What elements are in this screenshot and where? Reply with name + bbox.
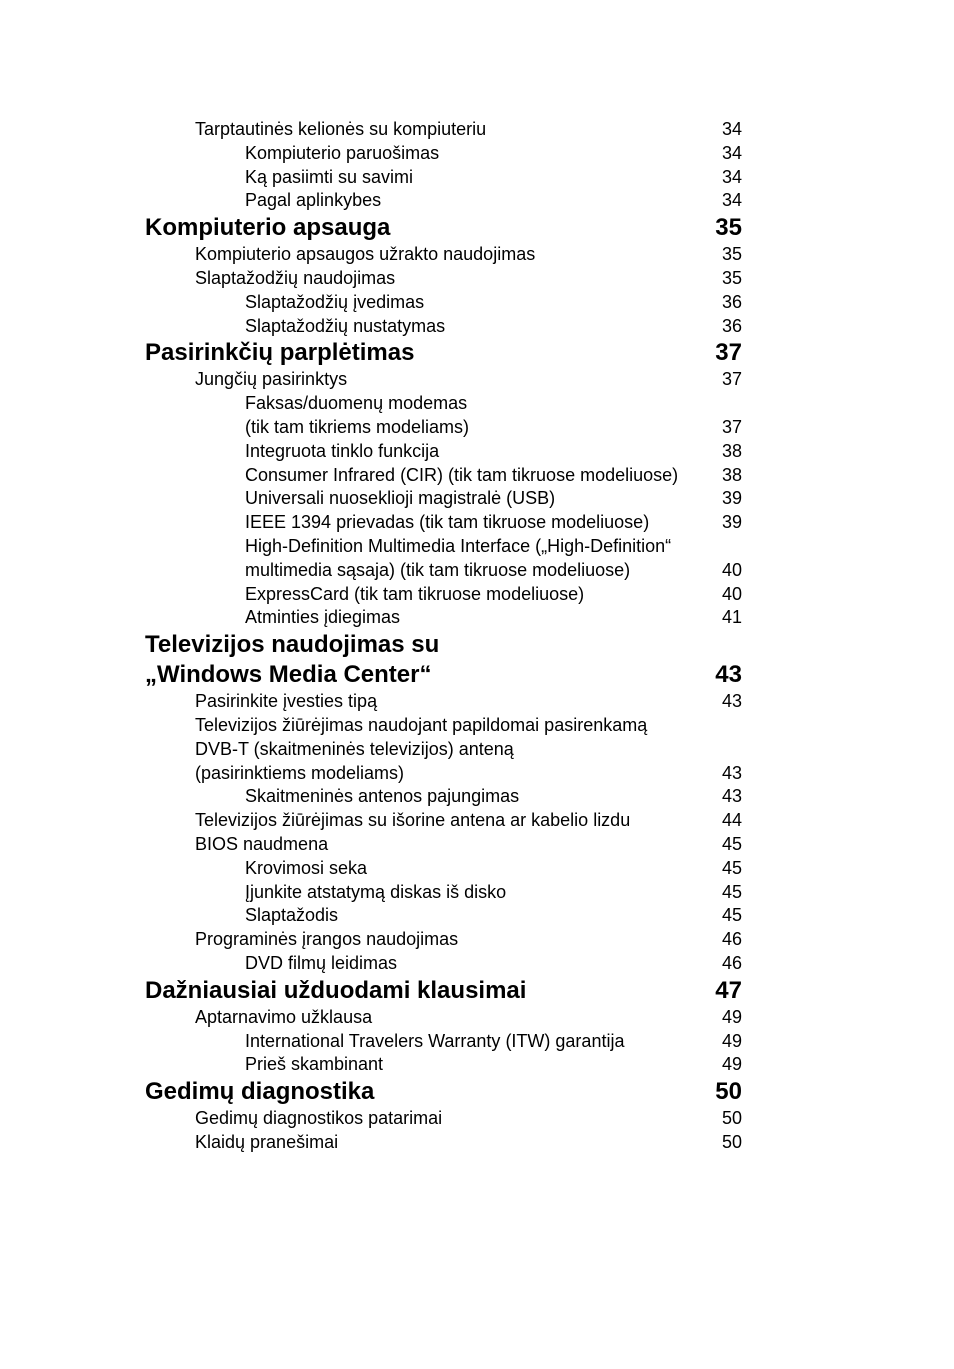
toc-section-entry [145,368,742,392]
toc-entry-page-number: 34 [721,142,742,163]
toc-entry-title: Faksas/duomenų modemas [245,393,468,414]
toc-entry-title: Gedimų diagnostika [145,1078,375,1106]
toc-entry-page-number: 36 [721,315,742,336]
toc-entry-title: Slaptažodžių nustatymas [245,315,446,336]
toc-entry-page-number: 50 [715,1078,742,1106]
toc-section-entry [145,762,742,786]
toc-subsection-entry [145,315,742,339]
toc-entry-title: Krovimosi seka [245,857,368,878]
toc-entry-title: Tarptautinės kelionės su kompiuteriu [195,119,487,139]
toc-chapter-entry [145,976,742,1006]
toc-subsection-entry [145,440,742,464]
toc-entry-title: (tik tam tikriems modeliams) [245,416,470,437]
toc-entry-title: BIOS naudmena [195,833,329,854]
toc-entry-page-number: 45 [721,833,742,854]
toc-subsection-entry [145,606,742,630]
toc-entry-page-number: 37 [715,339,742,367]
toc-entry-title: Klaidų pranešimai [195,1131,339,1152]
toc-entry-page-number: 49 [721,1030,742,1051]
toc-section-entry [145,243,742,267]
toc-entry-page-number: 36 [721,291,742,312]
toc-entry-title: International Travelers Warranty (ITW) garantija [245,1030,625,1051]
toc-entry-page-number: 35 [721,267,742,288]
toc-section-entry [145,714,742,738]
toc-entry-page-number: 45 [721,881,742,902]
toc-subsection-entry [145,1053,742,1077]
toc-section-entry [145,118,742,142]
toc-entry-title: Prieš skambinant [245,1054,384,1075]
toc-subsection-entry [145,952,742,976]
toc-subsection-entry [145,535,742,559]
toc-subsection-entry [145,291,742,315]
toc-subsection-entry [145,511,742,535]
toc-entry-page-number: 45 [721,857,742,878]
toc-section-entry [145,738,742,762]
toc-entry-title: Slaptažodis [245,905,339,926]
toc-entry-title: Slaptažodžių įvedimas [245,291,425,312]
toc-entry-title: Slaptažodžių naudojimas [195,267,396,288]
toc-entry-page-number: 34 [721,166,742,187]
toc-subsection-entry [145,857,742,881]
toc-entry-title: Kompiuterio apsaugos užrakto naudojimas [195,244,536,265]
toc-subsection-entry [145,785,742,809]
toc-entry-title: Consumer Infrared (CIR) (tik tam tikruose modeliuose) [245,464,679,485]
toc-chapter-entry [145,1077,742,1107]
toc-subsection-entry [145,904,742,928]
toc-entry-title: Universali nuoseklioji magistralė (USB) [245,488,556,509]
toc-entry-page-number: 35 [721,244,742,265]
toc-entry-title: Televizijos naudojimas su [145,631,440,659]
toc-entry-page-number: 37 [721,416,742,437]
toc-entry-page-number: 40 [721,559,742,580]
toc-subsection-entry [145,487,742,511]
toc-section-entry [145,928,742,952]
toc-entry-page-number: 40 [721,583,742,604]
toc-section-entry [145,1107,742,1131]
toc-subsection-entry [145,583,742,607]
toc-section-entry [145,809,742,833]
toc-subsection-entry [145,166,742,190]
toc-entry-page-number: 39 [721,512,742,533]
toc-entry-page-number: 43 [721,762,742,783]
toc-entry-title: Pasirinkčių parplėtimas [145,339,415,367]
toc-chapter-entry [145,338,742,368]
toc-entry-title: Ką pasiimti su savimi [245,166,414,187]
toc-entry-page-number: 49 [721,1006,742,1027]
toc-chapter-entry [145,213,742,243]
toc-entry-page-number: 41 [721,607,742,628]
toc-entry-title: Televizijos žiūrėjimas naudojant papildomai pasirenkamą [195,714,648,735]
toc-entry-page-number: 35 [715,214,742,242]
toc-entry-title: Televizijos žiūrėjimas su išorine antena ar kabelio lizdu [195,810,631,831]
toc-entry-title: DVD filmų leidimas [245,952,398,973]
toc-entry-title: Pagal aplinkybes [245,190,382,211]
toc-entry-title: IEEE 1394 prievadas (tik tam tikruose modeliuose) [245,512,650,533]
toc-entry-title: multimedia sąsaja) (tik tam tikruose modeliuose) [245,559,631,580]
toc-section-entry [145,833,742,857]
toc-entry-title: Skaitmeninės antenos pajungimas [245,786,520,807]
toc-entry-page-number: 34 [721,119,742,139]
toc-entry-page-number: 43 [721,691,742,712]
toc-entry-page-number: 47 [715,976,742,1004]
table-of-contents [145,118,742,1155]
toc-entry-title: Jungčių pasirinktys [195,369,348,390]
toc-entry-page-number: 46 [721,952,742,973]
toc-section-entry [145,1131,742,1155]
toc-section-entry [145,690,742,714]
toc-subsection-entry [145,464,742,488]
toc-section-entry [145,1006,742,1030]
toc-entry-page-number: 37 [721,369,742,390]
toc-entry-page-number: 46 [721,929,742,950]
toc-chapter-entry [145,630,742,660]
toc-entry-title: Kompiuterio apsauga [145,214,391,242]
toc-subsection-entry [145,189,742,213]
toc-entry-title: (pasirinktiems modeliams) [195,762,405,783]
toc-entry-title: Kompiuterio paruošimas [245,142,440,163]
toc-subsection-entry [145,142,742,166]
toc-subsection-entry [145,392,742,416]
toc-entry-page-number: 45 [721,905,742,926]
toc-chapter-entry [145,660,742,690]
toc-entry-title: Aptarnavimo užklausa [195,1006,373,1027]
toc-entry-page-number: 38 [721,440,742,461]
toc-entry-title: High-Definition Multimedia Interface („High-Definition“ [245,535,672,556]
toc-entry-page-number: 43 [721,786,742,807]
toc-entry-page-number: 44 [721,810,742,831]
toc-entry-title: DVB-T (skaitmeninės televizijos) anteną [195,738,514,759]
toc-entry-page-number: 50 [721,1131,742,1152]
toc-subsection-entry [145,416,742,440]
toc-entry-page-number: 49 [721,1054,742,1075]
toc-entry-title: Dažniausiai užduodami klausimai [145,976,527,1004]
toc-entry-title: Įjunkite atstatymą diskas iš disko [245,881,507,902]
toc-entry-page-number: 34 [721,190,742,211]
toc-entry-title: Pasirinkite įvesties tipą [195,691,378,712]
toc-entry-page-number: 50 [721,1108,742,1129]
toc-entry-title: Integruota tinklo funkcija [245,440,440,461]
toc-entry-title: Programinės įrangos naudojimas [195,929,459,950]
toc-entry-page-number: 38 [721,464,742,485]
toc-subsection-entry [145,1030,742,1054]
toc-section-entry [145,267,742,291]
toc-entry-title: Gedimų diagnostikos patarimai [195,1108,443,1129]
toc-entry-title: ExpressCard (tik tam tikruose modeliuose) [245,583,585,604]
toc-entry-page-number: 39 [721,488,742,509]
toc-entry-title: „Windows Media Center“ [145,661,432,689]
toc-entry-title: Atminties įdiegimas [245,607,401,628]
toc-entry-page-number: 43 [715,661,742,689]
toc-subsection-entry [145,559,742,583]
toc-subsection-entry [145,881,742,905]
